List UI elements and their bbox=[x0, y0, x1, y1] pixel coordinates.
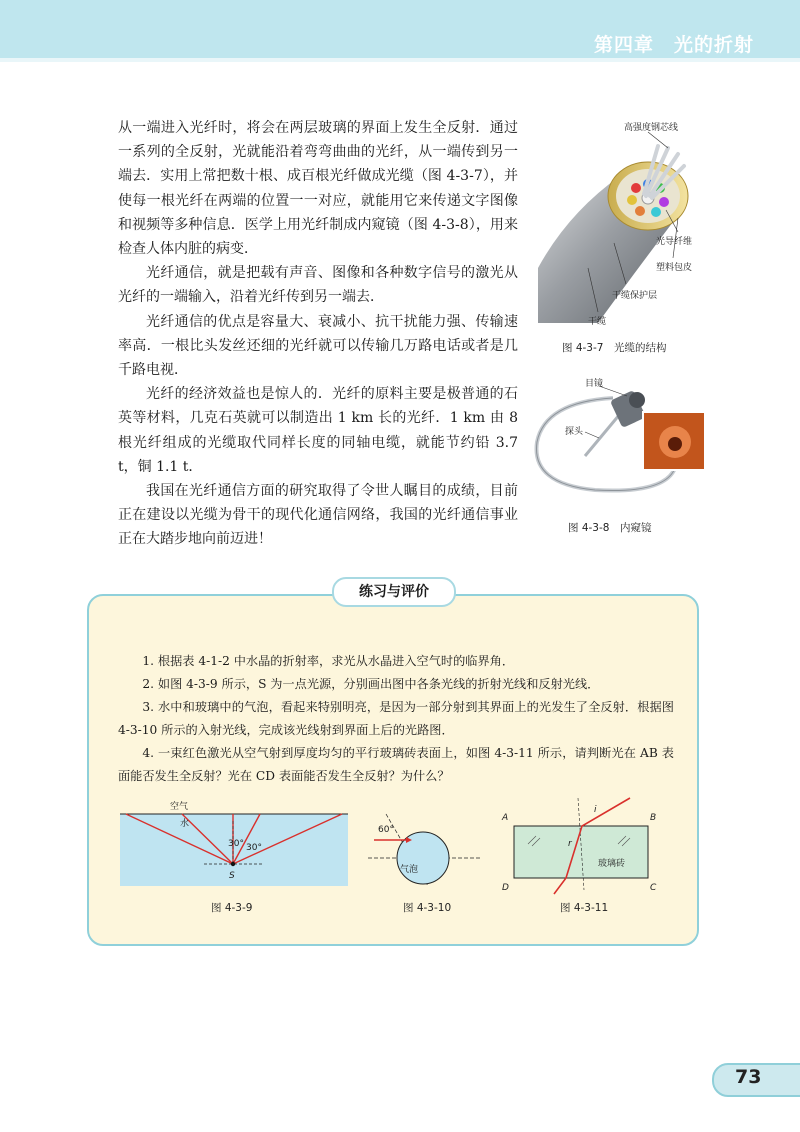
eyepiece-knob bbox=[629, 392, 645, 408]
point-source bbox=[231, 862, 235, 866]
fig-glass-block bbox=[498, 790, 666, 898]
fig-air-bubble bbox=[368, 810, 480, 890]
label-cable: 干缆 bbox=[588, 317, 607, 327]
label-eyepiece: 目镜 bbox=[585, 379, 604, 389]
label-angle-30-b: 30° bbox=[246, 843, 262, 853]
fig-water-source bbox=[120, 800, 348, 890]
body-text bbox=[118, 116, 518, 552]
body-paragraph-4: 光纤的经济效益也是惊人的．光纤的原料主要是极普通的石英等材料，几克石英就可以制造出 1 km 长的光纤．1 km 由 8 根光纤组成的光缆取代同样长度的同轴电缆，就能节约铅 3.7 t，铜 1.1 t． bbox=[118, 386, 518, 475]
glass-block bbox=[514, 826, 648, 878]
label-water: 水 bbox=[180, 819, 190, 829]
label-plastic: 塑料包皮 bbox=[656, 263, 693, 273]
label-corner-a: A bbox=[502, 813, 509, 823]
exercise-list bbox=[118, 650, 674, 788]
body-paragraph-2: 光纤通信，就是把载有声音、图像和各种数字信号的激光从光纤的一端输入，沿着光纤传到另一端去． bbox=[118, 265, 518, 306]
label-steel-core: 高强度钢芯线 bbox=[624, 123, 679, 133]
label-corner-b: B bbox=[650, 813, 657, 823]
label-fiber: 光导纤维 bbox=[656, 237, 693, 247]
chapter-title: 第四章 光的折射 bbox=[593, 34, 754, 56]
label-air: 空气 bbox=[170, 802, 189, 812]
body-paragraph-1: 从一端进入光纤时，将会在两层玻璃的界面上发生全反射．通过一系列的全反射，光就能沿着弯弯曲曲的光纤，从一端传到另一端去．实用上常把数十根、成百根光纤做成光缆（图 4-3-7），并使每一根光纤在两端的位置一一对应，就能用它来传递文字图像和视频等多种信息．医学上用光纤制成内窥镜（图 4-3-8），用来检查人体内脏的病变． bbox=[118, 120, 518, 258]
label-angle-60: 60° bbox=[378, 825, 394, 835]
caption-fig-4-3-7: 图 4-3-7 光缆的结构 bbox=[562, 342, 667, 354]
label-source: S bbox=[229, 871, 235, 881]
label-angle-i: i bbox=[594, 805, 597, 815]
caption-fig-4-3-11: 图 4-3-11 bbox=[560, 902, 609, 914]
label-angle-r: r bbox=[568, 839, 572, 849]
caption-fig-4-3-8: 图 4-3-8 内窥镜 bbox=[568, 522, 652, 534]
page-number: 73 bbox=[735, 1066, 762, 1088]
caption-fig-4-3-10: 图 4-3-10 bbox=[403, 902, 452, 914]
label-glass: 玻璃砖 bbox=[598, 859, 626, 869]
label-probe: 探头 bbox=[565, 427, 584, 437]
exercise-title: 练习与评价 bbox=[332, 577, 456, 607]
header-divider bbox=[0, 58, 800, 62]
exercise-item-4: 4. 一束红色激光从空气射到厚度均匀的平行玻璃砖表面上，如图 4-3-11 所示，请判断光在 AB 表面能否发生全反射？光在 CD 表面能否发生全反射？为什么？ bbox=[118, 746, 674, 783]
label-corner-c: C bbox=[650, 883, 657, 893]
body-paragraph-3: 光纤通信的优点是容量大、衰减小、抗干扰能力强、传输速率高．一根比头发丝还细的光纤就可以传输几万路电话或者是几千路电视． bbox=[118, 313, 518, 379]
fig-endoscope bbox=[525, 372, 715, 512]
exercise-item-3: 3. 水中和玻璃中的气泡，看起来特别明亮，是因为一部分射到其界面上的光发生了全反射．根据图 4-3-10 所示的入射光线，完成该光线射到界面上后的光路图． bbox=[118, 700, 674, 737]
exercise-item-1: 1. 根据表 4-1-2 中水晶的折射率，求光从水晶进入空气时的临界角． bbox=[142, 654, 515, 668]
label-angle-30-a: 30° bbox=[228, 839, 244, 849]
label-protect: 干缆保护层 bbox=[612, 291, 658, 301]
body-paragraph-5: 我国在光纤通信方面的研究取得了令世人瞩目的成绩，目前正在建设以光缆为骨干的现代化通信网络，我国的光纤通信事业正在大踏步地向前迈进！ bbox=[118, 483, 518, 548]
label-corner-d: D bbox=[502, 883, 509, 893]
caption-fig-4-3-9: 图 4-3-9 bbox=[211, 902, 253, 914]
exercise-item-2: 2. 如图 4-3-9 所示，S 为一点光源，分别画出图中各条光线的折射光线和反射光线． bbox=[142, 677, 600, 691]
fig-cable-structure bbox=[528, 118, 718, 328]
label-bubble: 气泡 bbox=[400, 865, 419, 875]
